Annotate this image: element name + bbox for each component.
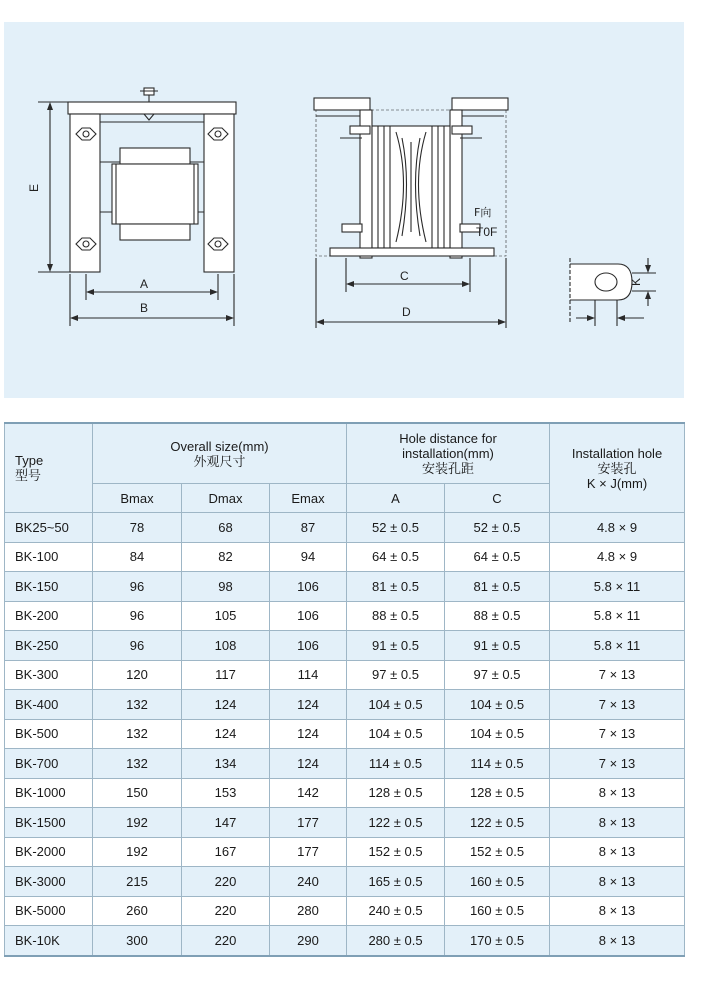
cell-a: 91 ± 0.5 [347, 631, 445, 661]
label-A: A [140, 277, 149, 291]
cell-emax: 87 [270, 513, 347, 543]
cell-a: 104 ± 0.5 [347, 690, 445, 720]
header-install-dim: K × J(mm) [586, 475, 648, 491]
label-D: D [402, 305, 411, 319]
table-row [5, 749, 685, 779]
table-row [5, 808, 685, 838]
cell-a: 104 ± 0.5 [347, 719, 445, 749]
cell-dmax: 220 [182, 867, 270, 897]
cell-c: 104 ± 0.5 [445, 690, 550, 720]
cell-dmax: 105 [182, 601, 270, 631]
cell-bmax: 300 [93, 926, 182, 956]
cell-type: BK25~50 [5, 513, 93, 543]
header-a: A [347, 484, 445, 513]
cell-c: 170 ± 0.5 [445, 926, 550, 956]
cell-dmax: 68 [182, 513, 270, 543]
cell-a: 52 ± 0.5 [347, 513, 445, 543]
label-tof: T0F [476, 225, 498, 239]
cell-a: 122 ± 0.5 [347, 808, 445, 838]
table-row [5, 513, 685, 543]
cell-bmax: 120 [93, 660, 182, 690]
cell-type: BK-1000 [5, 778, 93, 808]
cell-kj: 5.8 × 11 [550, 601, 685, 631]
header-hole-en-1: Hole distance for [399, 431, 497, 446]
cell-a: 128 ± 0.5 [347, 778, 445, 808]
cell-type: BK-1500 [5, 808, 93, 838]
cell-bmax: 150 [93, 778, 182, 808]
side-view [314, 98, 508, 328]
cell-type: BK-2000 [5, 837, 93, 867]
cell-bmax: 215 [93, 867, 182, 897]
cell-emax: 290 [270, 926, 347, 956]
cell-c: 104 ± 0.5 [445, 719, 550, 749]
header-type-en: Type [15, 453, 44, 468]
header-bmax: Bmax [93, 484, 182, 513]
cell-emax: 142 [270, 778, 347, 808]
cell-bmax: 132 [93, 719, 182, 749]
cell-bmax: 132 [93, 749, 182, 779]
cell-a: 280 ± 0.5 [347, 926, 445, 956]
cell-emax: 177 [270, 837, 347, 867]
header-hole-cn: 安装孔距 [421, 461, 474, 476]
cell-c: 122 ± 0.5 [445, 808, 550, 838]
cell-dmax: 220 [182, 926, 270, 956]
cell-a: 152 ± 0.5 [347, 837, 445, 867]
transformer-drawings [4, 22, 684, 398]
cell-dmax: 98 [182, 572, 270, 602]
cell-c: 152 ± 0.5 [445, 837, 550, 867]
cell-dmax: 124 [182, 690, 270, 720]
cell-emax: 106 [270, 572, 347, 602]
table-row [5, 719, 685, 749]
table-row [5, 896, 685, 926]
cell-dmax: 153 [182, 778, 270, 808]
cell-c: 128 ± 0.5 [445, 778, 550, 808]
cell-kj: 4.8 × 9 [550, 542, 685, 572]
header-type [5, 423, 93, 513]
cell-dmax: 117 [182, 660, 270, 690]
cell-type: BK-700 [5, 749, 93, 779]
cell-c: 160 ± 0.5 [445, 896, 550, 926]
cell-c: 160 ± 0.5 [445, 867, 550, 897]
cell-emax: 114 [270, 660, 347, 690]
cell-bmax: 96 [93, 572, 182, 602]
header-emax: Emax [270, 484, 347, 513]
cell-type: BK-250 [5, 631, 93, 661]
cell-emax: 124 [270, 749, 347, 779]
header-install-en: Installation hole [571, 445, 663, 461]
table-row [5, 660, 685, 690]
table-row [5, 601, 685, 631]
label-K: K [629, 277, 643, 286]
cell-type: BK-200 [5, 601, 93, 631]
cell-dmax: 167 [182, 837, 270, 867]
header-overall-en: Overall size(mm) [170, 438, 269, 454]
cell-a: 97 ± 0.5 [347, 660, 445, 690]
cell-a: 114 ± 0.5 [347, 749, 445, 779]
cell-kj: 7 × 13 [550, 749, 685, 779]
cell-type: BK-300 [5, 660, 93, 690]
technical-drawing-panel [4, 22, 684, 398]
table-row [5, 631, 685, 661]
table-row [5, 867, 685, 897]
header-c: C [445, 484, 550, 513]
cell-kj: 8 × 13 [550, 896, 685, 926]
cell-kj: 8 × 13 [550, 837, 685, 867]
mounting-hole-detail [570, 258, 656, 326]
cell-bmax: 84 [93, 542, 182, 572]
cell-dmax: 108 [182, 631, 270, 661]
cell-dmax: 82 [182, 542, 270, 572]
cell-a: 64 ± 0.5 [347, 542, 445, 572]
cell-bmax: 96 [93, 601, 182, 631]
cell-bmax: 192 [93, 808, 182, 838]
cell-kj: 5.8 × 11 [550, 631, 685, 661]
header-overall-size [93, 423, 347, 484]
cell-c: 114 ± 0.5 [445, 749, 550, 779]
label-C: C [400, 269, 409, 283]
table-row [5, 926, 685, 956]
cell-emax: 124 [270, 719, 347, 749]
cell-type: BK-10K [5, 926, 93, 956]
cell-type: BK-5000 [5, 896, 93, 926]
cell-type: BK-3000 [5, 867, 93, 897]
cell-a: 240 ± 0.5 [347, 896, 445, 926]
cell-kj: 8 × 13 [550, 867, 685, 897]
table-row [5, 542, 685, 572]
cell-emax: 94 [270, 542, 347, 572]
label-B: B [140, 301, 149, 315]
cell-type: BK-150 [5, 572, 93, 602]
cell-bmax: 192 [93, 837, 182, 867]
cell-kj: 8 × 13 [550, 778, 685, 808]
cell-emax: 124 [270, 690, 347, 720]
cell-kj: 4.8 × 9 [550, 513, 685, 543]
cell-a: 88 ± 0.5 [347, 601, 445, 631]
table-row [5, 572, 685, 602]
header-installation-hole [550, 423, 685, 513]
header-install-cn: 安装孔 [597, 460, 637, 476]
cell-emax: 106 [270, 631, 347, 661]
cell-bmax: 78 [93, 513, 182, 543]
table-row [5, 778, 685, 808]
cell-dmax: 220 [182, 896, 270, 926]
specification-rows [5, 513, 685, 956]
cell-type: BK-400 [5, 690, 93, 720]
front-view [27, 88, 236, 326]
label-f-direction: F向 [474, 206, 492, 219]
cell-kj: 8 × 13 [550, 808, 685, 838]
table-row [5, 690, 685, 720]
table-row [5, 837, 685, 867]
cell-dmax: 124 [182, 719, 270, 749]
cell-kj: 8 × 13 [550, 926, 685, 956]
header-dmax: Dmax [182, 484, 270, 513]
cell-kj: 5.8 × 11 [550, 572, 685, 602]
cell-emax: 240 [270, 867, 347, 897]
specification-table [4, 422, 685, 957]
cell-a: 81 ± 0.5 [347, 572, 445, 602]
cell-emax: 280 [270, 896, 347, 926]
cell-a: 165 ± 0.5 [347, 867, 445, 897]
cell-kj: 7 × 13 [550, 690, 685, 720]
header-hole-en-2: installation(mm) [402, 446, 494, 461]
cell-emax: 177 [270, 808, 347, 838]
label-E: E [27, 183, 41, 192]
cell-c: 91 ± 0.5 [445, 631, 550, 661]
cell-c: 81 ± 0.5 [445, 572, 550, 602]
cell-type: BK-500 [5, 719, 93, 749]
cell-bmax: 96 [93, 631, 182, 661]
cell-c: 64 ± 0.5 [445, 542, 550, 572]
cell-c: 97 ± 0.5 [445, 660, 550, 690]
cell-c: 52 ± 0.5 [445, 513, 550, 543]
header-type-cn: 型号 [15, 468, 42, 483]
cell-emax: 106 [270, 601, 347, 631]
cell-kj: 7 × 13 [550, 660, 685, 690]
cell-dmax: 147 [182, 808, 270, 838]
cell-kj: 7 × 13 [550, 719, 685, 749]
cell-dmax: 134 [182, 749, 270, 779]
header-hole-distance [347, 423, 550, 484]
cell-c: 88 ± 0.5 [445, 601, 550, 631]
cell-bmax: 132 [93, 690, 182, 720]
cell-type: BK-100 [5, 542, 93, 572]
cell-bmax: 260 [93, 896, 182, 926]
header-overall-cn: 外观尺寸 [193, 453, 246, 469]
